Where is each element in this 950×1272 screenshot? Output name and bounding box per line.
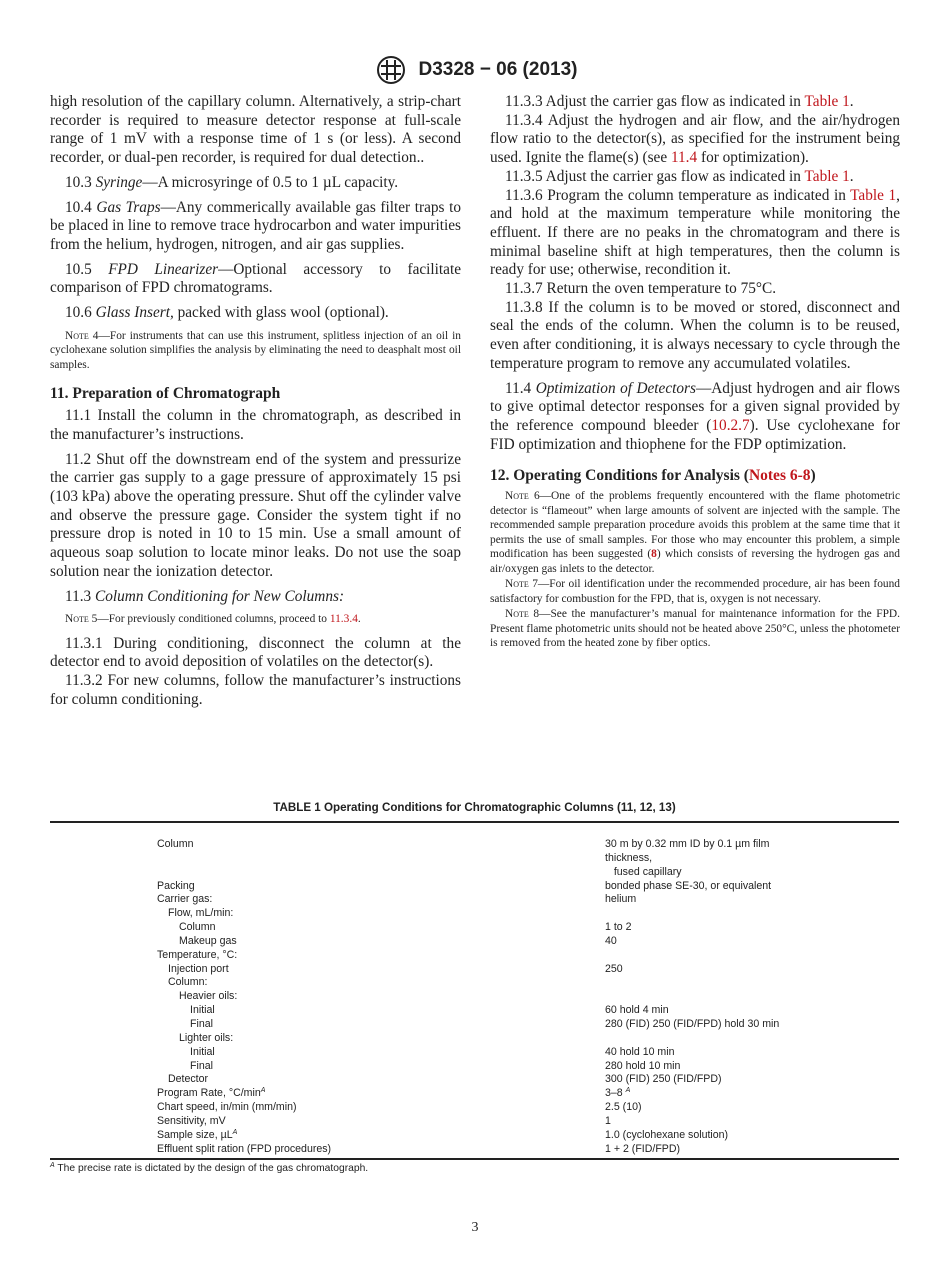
table-row: [157, 1046, 779, 1060]
paragraph: [490, 187, 900, 281]
cross-reference-link[interactable]: Table 1: [804, 167, 850, 185]
row-label: [157, 1018, 605, 1032]
table-row: [157, 963, 779, 977]
row-value: [605, 1018, 779, 1032]
paragraph: [50, 174, 461, 193]
table-row: [157, 921, 779, 935]
row-value-text: 1.0 (cyclohexane solution): [605, 1128, 729, 1141]
footnote-text: The precise rate is dictated by the design of the gas chromatograph.: [57, 1163, 369, 1175]
table-row: [157, 1032, 779, 1046]
row-label-text: Lighter oils:: [179, 1031, 234, 1044]
table-row: [157, 1101, 779, 1115]
text-segment: 11.3.8 If the column is to be moved or stored, disconnect and seal the ends of the column. When the column is to be reused, even after conditioning, it is always necessary to cycle through the temperature program to remove any accumulated volatiles.: [490, 298, 900, 372]
row-value: [605, 852, 779, 866]
row-value: [605, 921, 779, 935]
row-label-text: Temperature, °C:: [157, 948, 238, 961]
row-label-text: Chart speed, in/min (mm/min): [157, 1101, 297, 1114]
paragraph: [50, 451, 461, 582]
row-label: [157, 1101, 605, 1115]
row-label: [157, 1143, 605, 1157]
text-segment: high resolution of the capillary column. Alternatively, a strip-chart recorder is required to measure detector response at full-scale range of 1 mV with a response time of 1 s (or less). A second recorder, or dual-pen recorder, is required for dual detection..: [50, 93, 461, 167]
row-label: [157, 935, 605, 949]
left-column: [50, 93, 461, 716]
table-row: [157, 852, 779, 866]
row-label-text: Column:: [168, 976, 208, 989]
note: [490, 577, 900, 606]
text-segment: 11.1 Install the column in the chromatograph, as described in the manufacturer’s instructions.: [50, 407, 461, 443]
table-row: [157, 1018, 779, 1032]
footnote-ref: A: [625, 1087, 631, 1095]
row-label-text: Sensitivity, mV: [157, 1114, 226, 1127]
text-segment: .: [849, 167, 854, 185]
text-segment: 11.3.5 Adjust the carrier gas flow as indicated in: [505, 167, 805, 185]
table-row: [157, 1115, 779, 1129]
text-segment: 11.3.1 During conditioning, disconnect the column at the detector end to avoid deposition of volatiles on the detector(s).: [50, 634, 461, 671]
row-value: [605, 1087, 779, 1101]
text-segment: 12. Operating Conditions for Analysis (: [490, 467, 749, 485]
row-label: [157, 1087, 605, 1101]
row-value: [605, 1060, 779, 1074]
text-segment: —Any commerically available gas filter traps to be placed in line to remove trace hydrocarbon and water impurities from the helium, hydrogen, nitrogen, and air gas supplies.: [50, 198, 462, 253]
cross-reference-link[interactable]: Table 1: [850, 186, 897, 204]
paragraph: [50, 304, 461, 323]
paragraph: [50, 635, 461, 672]
text-segment: 11.3.6 Program the column temperature as indicated in: [505, 186, 851, 204]
text-segment: Note: [505, 608, 529, 621]
row-value-text: fused capillary: [605, 865, 682, 878]
footnote-ref: A: [232, 1128, 238, 1136]
text-segment: 4—For instruments that can use this instrument, splitless injection of an oil in cyclohexane solution simplifies the analysis by eliminating the need to deasphalt most oil samples.: [50, 329, 461, 371]
row-label-text: Sample size, µL: [157, 1128, 233, 1141]
text-segment: 8—See the manufacturer’s manual for maintenance information for the FPD. Present flame photometric units should not be heated above 250°C, unless the photometer is removed from the heated zone by fiber optics.: [490, 608, 900, 650]
text-segment: ) which consists of reversing the hydrogen gas and air/oxygen gas inlets to the detector.: [490, 548, 900, 575]
page-number: 3: [471, 1220, 479, 1235]
text-segment: .: [357, 613, 361, 626]
text-segment: 7—For oil identification under the recommended procedure, air has been found satisfactory for combustion for the FPD, that is, oxygen is not necessary.: [490, 578, 900, 605]
row-value-text: 40: [605, 934, 617, 947]
text-segment: 11.4: [505, 379, 536, 397]
paragraph: [50, 93, 461, 168]
table-row: [157, 935, 779, 949]
row-label: [157, 893, 605, 907]
text-segment: Note: [505, 490, 529, 503]
row-label-text: Final: [190, 1059, 213, 1072]
right-column: [490, 93, 900, 652]
footnote-mark: A: [50, 1162, 55, 1170]
paragraph: [50, 199, 461, 255]
row-label-text: Effluent split ration (FPD procedures): [157, 1142, 332, 1155]
note: [50, 612, 461, 627]
cross-reference-link[interactable]: 11.4: [670, 149, 698, 167]
text-segment: 10.5: [65, 260, 109, 278]
paragraph: [50, 588, 461, 607]
cross-reference-link[interactable]: Table 1: [804, 93, 850, 110]
row-label-text: Program Rate, °C/min: [157, 1087, 261, 1100]
row-value-text: 60 hold 4 min: [605, 1004, 669, 1017]
row-label-text: Initial: [190, 1004, 215, 1017]
row-value-text: 2.5 (10): [605, 1101, 642, 1114]
row-value-text: 40 hold 10 min: [605, 1045, 675, 1058]
paragraph: [50, 261, 461, 298]
text-segment: ): [810, 467, 816, 485]
paragraph: [490, 299, 900, 374]
text-segment: for optimization).: [697, 149, 809, 167]
row-value-text: 300 (FID) 250 (FID/FPD): [605, 1073, 722, 1086]
table-body: [157, 838, 779, 1156]
text-segment: 11. Preparation of Chromatograph: [50, 385, 281, 403]
section-heading: [50, 384, 461, 403]
text-segment: .: [849, 93, 854, 110]
row-value-text: 1 + 2 (FID/FPD): [605, 1142, 681, 1155]
row-value: [605, 1115, 779, 1129]
row-value-text: 280 (FID) 250 (FID/FPD) hold 30 min: [605, 1017, 780, 1030]
document-id: D3328 − 06 (2013): [418, 59, 578, 80]
row-label: [157, 949, 605, 963]
text-segment: Column Conditioning for New Columns:: [95, 587, 345, 605]
row-label: [157, 880, 605, 894]
text-segment: packed with glass wool (optional).: [173, 304, 389, 322]
row-label: [157, 1032, 605, 1046]
text-segment: —Adjust hydrogen and air flows to give optimal detector responses for a given signal provided by the reference compound bleeder (: [490, 379, 900, 434]
text-segment: Gas Traps: [96, 198, 161, 216]
table-footnote: [50, 1163, 899, 1174]
cross-reference-link[interactable]: 11.3.4: [329, 613, 358, 626]
text-segment: 11.2 Shut off the downstream end of the system and pressurize the carrier gas supply to a gage pressure of approximately 15 psi (103 kPa) above the operating pressure. Shut off the cylinder valve and observe the pressure gage. Consider the system tight if no pressure drop is noted in 10 to 15 min. Use a small amount of aqueous soap solution to locate minor leaks. Do not use the soap solution near the ionization detector.: [50, 450, 461, 580]
text-segment: Note: [505, 578, 529, 591]
row-label-text: Injection port: [168, 962, 229, 975]
table-title: TABLE 1 Operating Conditions for Chromatographic Columns (11, 12, 13): [273, 801, 676, 814]
text-segment: Syringe: [95, 173, 143, 191]
text-segment: Note: [65, 329, 89, 342]
note: [490, 489, 900, 576]
table-row: [157, 1060, 779, 1074]
section-heading: [490, 466, 900, 485]
table-1: [50, 800, 899, 1174]
row-label-text: Makeup gas: [179, 934, 237, 947]
row-label: [157, 1129, 605, 1143]
row-label: [157, 907, 605, 921]
text-segment: 5—For previously conditioned columns, proceed to: [88, 613, 330, 626]
row-label: [157, 976, 605, 990]
text-segment: 11.3.2 For new columns, follow the manufacturer’s instructions for column conditioning.: [50, 672, 461, 708]
table-top-rule: [50, 821, 899, 823]
row-value: [605, 935, 779, 949]
paragraph: [490, 112, 900, 168]
row-label-text: Flow, mL/min:: [168, 907, 234, 920]
row-value: [605, 1073, 779, 1087]
row-label: [157, 1060, 605, 1074]
row-value: [605, 963, 779, 977]
table-row: [157, 1004, 779, 1018]
cross-reference-link[interactable]: Notes 6-8: [748, 467, 811, 485]
table-row: [157, 1143, 779, 1157]
text-segment: 11.3.3 Adjust the carrier gas flow as indicated in: [505, 93, 805, 110]
paragraph: [490, 380, 900, 455]
row-value-text: 1 to 2: [605, 921, 632, 934]
table-row: [157, 893, 779, 907]
row-value: [605, 1032, 779, 1046]
text-segment: Glass Insert,: [95, 304, 174, 322]
row-value: [605, 1046, 779, 1060]
row-value-text: 30 m by 0.32 mm ID by 0.1 µm film: [605, 838, 770, 850]
table-row: [157, 949, 779, 963]
row-label: [157, 1073, 605, 1087]
row-label: [157, 1115, 605, 1129]
text-segment: 11.3: [65, 587, 96, 605]
page-header: [0, 56, 950, 84]
paragraph: [50, 407, 461, 444]
text-segment: 10.3: [65, 173, 96, 191]
row-value-text: 3–8: [605, 1087, 623, 1100]
table-row: [157, 1129, 779, 1143]
text-segment: —Optional accessory to facilitate comparison of FPD chromatograms.: [50, 260, 461, 297]
table-row: [157, 976, 779, 990]
row-value-text: 1: [605, 1114, 611, 1127]
row-value: [605, 990, 779, 1004]
text-segment: ). Use cyclohexane for FID optimization and thiophene for the FDP optimization.: [490, 416, 900, 453]
row-value: [605, 976, 779, 990]
paragraph: [490, 93, 900, 112]
paragraph: [490, 280, 900, 299]
table-bottom-rule: [50, 1158, 899, 1160]
text-segment: FPD Linearizer: [108, 260, 219, 278]
table-row: [157, 990, 779, 1004]
row-label-text: Column: [157, 838, 194, 850]
row-label: [157, 990, 605, 1004]
cross-reference-link[interactable]: 10.2.7: [711, 416, 750, 434]
row-value: [605, 1129, 779, 1143]
row-value: [605, 880, 779, 894]
row-value: [605, 866, 779, 880]
table-row: [157, 1087, 779, 1101]
text-segment: —A microsyringe of 0.5 to 1 µL capacity.: [142, 173, 399, 191]
row-label: [157, 1004, 605, 1018]
text-segment: 11.3.7 Return the oven temperature to 75°C.: [505, 280, 777, 298]
row-value: [605, 949, 779, 963]
text-segment: Note: [65, 613, 89, 626]
note: [490, 607, 900, 651]
row-label: [157, 1046, 605, 1060]
row-label-text: Carrier gas:: [157, 893, 213, 906]
note: [50, 329, 461, 373]
cross-reference-link[interactable]: 8: [651, 548, 657, 561]
row-value-text: 250: [605, 962, 623, 975]
row-value: [605, 1143, 779, 1157]
row-label: [157, 838, 605, 852]
text-segment: Optimization of Detectors: [535, 379, 696, 397]
row-label: [157, 963, 605, 977]
row-label-text: Heavier oils:: [179, 990, 238, 1003]
text-segment: 11.3.4 Adjust the hydrogen and air flow, and the air/hydrogen flow ratio to the detector(s), as specified for the instrument being used. Ignite the flame(s) (see: [490, 111, 900, 167]
paragraph: [490, 168, 900, 187]
table-row: [157, 907, 779, 921]
row-value: [605, 893, 779, 907]
text-segment: , and hold at the maximum temperature while monitoring the effluent. If there are no peaks in the chromatogram and there is minimal baseline shift at high temperatures, then the column is ready for use; otherwise, recondition it.: [490, 186, 900, 279]
text-segment: 10.6: [65, 304, 96, 322]
text-segment: 10.4: [65, 198, 97, 216]
row-label-text: Packing: [157, 879, 195, 892]
row-value-text: bonded phase SE-30, or equivalent: [605, 879, 772, 892]
row-value: [605, 907, 779, 921]
row-label-text: Column: [179, 921, 216, 934]
row-value-text: helium: [605, 893, 637, 906]
row-value: [605, 1004, 779, 1018]
table-row: [157, 1073, 779, 1087]
row-label-text: Detector: [168, 1073, 209, 1086]
row-label-text: Initial: [190, 1045, 215, 1058]
row-value-text: thickness,: [605, 851, 653, 864]
text-segment: 6—One of the problems frequently encountered with the flame photometric detector is “flameout” when large amounts of solvent are injected with the sample. The recommended sample preparation procedure avoids this problem at the same time that it permits the use of small samples. For those who may encounter this problem, a simple modification has been suggested (: [490, 490, 900, 561]
row-label: [157, 921, 605, 935]
astm-logo-icon: [373, 56, 409, 84]
row-value-text: 280 hold 10 min: [605, 1059, 681, 1072]
row-value: [605, 838, 779, 852]
footnote-ref: A: [260, 1087, 266, 1095]
table-row: [157, 866, 779, 880]
table-row: [157, 880, 779, 894]
row-label-text: Final: [190, 1017, 213, 1030]
table-row: [157, 838, 779, 852]
row-label: [157, 866, 605, 880]
row-label: [157, 852, 605, 866]
row-value: [605, 1101, 779, 1115]
paragraph: [50, 672, 461, 709]
